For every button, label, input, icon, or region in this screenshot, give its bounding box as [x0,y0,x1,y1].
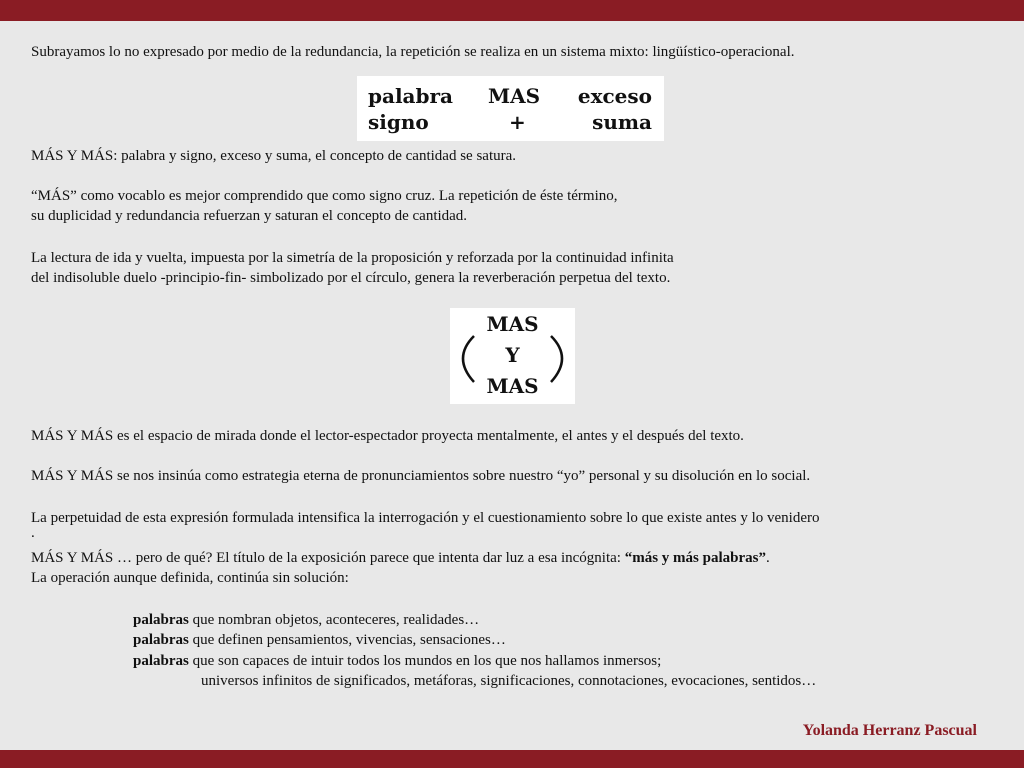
top-accent-bar [0,0,1024,21]
figure1-mas: MAS [488,84,541,108]
figure1-signo: signo [368,110,429,134]
list-item-keyword: palabras [133,632,189,648]
paragraph-estrategia-eterna: MÁS Y MÁS se nos insinúa como estrategia eterna de pronunciamientos sobre nuestro “yo” personal y su disolución en lo social. [31,468,811,484]
paragraph-perpetuidad-dot: . [31,525,35,541]
titulo-text: MÁS Y MÁS … pero de qué? El título de la exposición parece que intenta dar luz a esa incógnita: [31,550,625,566]
titulo-bold-phrase: “más y más palabras” [624,550,766,566]
list-item-keyword: palabras [133,653,189,669]
list-item [133,651,661,671]
figure2-mas-top: MAS [486,312,539,336]
figure1-exceso: exceso [577,84,652,108]
intro-paragraph: Subrayamos lo no expresado por medio de la redundancia, la repetición se realiza en un sistema mixto: lingüístico-operacional. [31,44,795,60]
list-item-text: que son capaces de intuir todos los mundos en los que nos hallamos inmersos; [188,653,662,669]
figure1-plus: + [509,110,526,134]
list-item-text: que nombran objetos, aconteceres, realidades… [188,612,480,628]
figure2-y: Y [505,343,520,367]
bottom-accent-bar [0,750,1024,768]
mas-y-mas-circle-figure [450,308,575,404]
figure2-mas-bottom: MAS [486,374,539,398]
titulo-end: . [765,550,770,566]
figure1-palabra: palabra [368,84,453,108]
figure1-suma: suma [592,110,652,134]
paragraph-titulo-exposicion [31,548,770,568]
author-signature: Yolanda Herranz Pascual [802,722,977,739]
paragraph-mas-y-mas-satura: MÁS Y MÁS: palabra y signo, exceso y suma, el concepto de cantidad se satura. [31,148,517,164]
list-item-text: que definen pensamientos, vivencias, sensaciones… [188,632,506,648]
paragraph-lectura-line2: del indisoluble duelo -principio-fin- simbolizado por el círculo, genera la reverberación perpetua del texto. [31,270,671,286]
paragraph-lectura-line1: La lectura de ida y vuelta, impuesta por la simetría de la proposición y reforzada por la continuidad infinita [31,250,674,266]
list-continuation: universos infinitos de significados, metáforas, significaciones, connotaciones, evocaciones, sentidos… [201,673,817,689]
paragraph-operacion: La operación aunque definida, continúa sin solución: [31,570,349,586]
paragraph-vocablo-line2: su duplicidad y redundancia refuerzan y saturan el concepto de cantidad. [31,208,468,224]
paragraph-perpetuidad: La perpetuidad de esta expresión formulada intensifica la interrogación y el cuestionamiento sobre lo que existe antes y lo venidero [31,510,820,526]
paragraph-espacio-mirada: MÁS Y MÁS es el espacio de mirada donde el lector-espectador proyecta mentalmente, el antes y el después del texto. [31,428,744,444]
list-item [133,610,479,630]
paragraph-vocablo-line1: “MÁS” como vocablo es mejor comprendido que como signo cruz. La repetición de éste término, [31,188,618,204]
list-item-keyword: palabras [133,612,189,628]
palabra-signo-figure [357,76,664,141]
list-item [133,630,506,650]
